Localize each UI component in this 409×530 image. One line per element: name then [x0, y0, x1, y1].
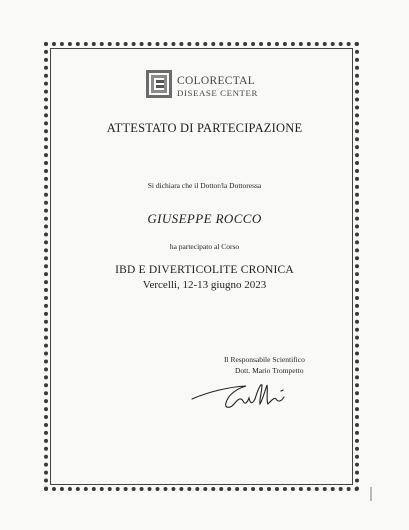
certificate-title: ATTESTATO DI PARTECIPAZIONE: [106, 121, 303, 135]
colorectal-logo: [146, 70, 266, 104]
course-name: IBD E DIVERTICOLITE CRONICA: [115, 264, 294, 276]
logo-text-line2: DISEASE CENTER: [177, 88, 258, 98]
signatory-name: Dott. Mario Trompetto: [235, 366, 304, 375]
logo-text-line1: COLORECTAL: [177, 75, 256, 87]
participant-name: GIUSEPPE ROCCO: [147, 211, 262, 226]
scan-edge-mark: [370, 487, 372, 501]
participation-text: ha partecipato al Corso: [169, 242, 240, 251]
handwritten-signature: [188, 377, 298, 417]
logo-mark-icon: [146, 70, 172, 98]
declaration-text: Si dichiara che il Dottor/la Dottoressa: [147, 181, 262, 190]
signatory-role: Il Responsabile Scientifico: [224, 355, 305, 364]
course-place-date: Vercelli, 12-13 giugno 2023: [142, 279, 267, 291]
